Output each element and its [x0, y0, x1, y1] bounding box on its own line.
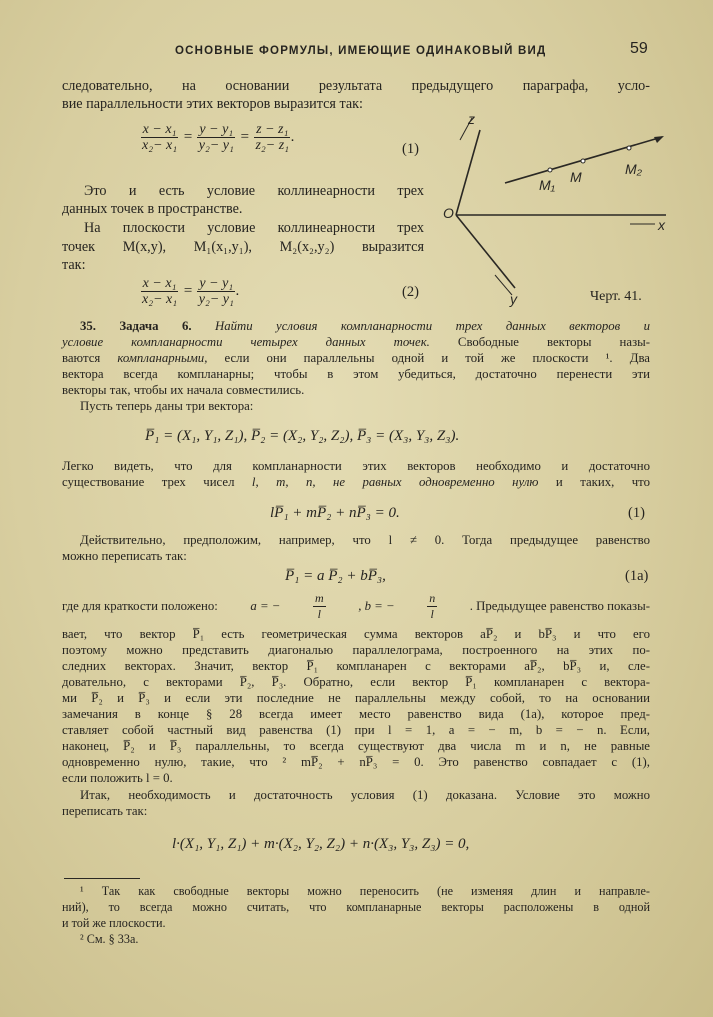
text: ваются	[62, 351, 101, 365]
problem-statement: Найти условия компланарности трех данных векторов и	[214, 319, 651, 333]
text-line: ставляет собой частный вид равенства (1) при l = 1, a = − m, b = − n. Если,	[62, 723, 650, 737]
term: компланарными,	[117, 351, 208, 365]
equation-number: (2)	[402, 284, 419, 300]
point-m2	[627, 146, 631, 150]
numerator: m	[314, 590, 324, 605]
text-line	[62, 351, 650, 365]
denominator: y₂− y₁	[198, 138, 234, 153]
equation-2	[140, 276, 240, 307]
text-line: данных точек в пространстве.	[62, 201, 243, 217]
text-line: довательно, с векторами P̅₂, P̅₃. Обратно, если вектор P̅₁ компланарен с вектора-	[62, 675, 650, 689]
text-line: одновременно нулю, такие, что ² mP̅₂ + nP̅₃ = 0. Это равенство совпадает с (1),	[62, 755, 650, 769]
equation-number: (1a)	[625, 568, 649, 584]
point-m1	[548, 168, 552, 172]
label-origin: O	[443, 205, 454, 221]
text: и таких, что	[555, 475, 650, 489]
equation-final: l·(X₁, Y₁, Z₁) + m·(X₂, Y₂, Z₂) + n·(X₃, Y₃, Z₃) = 0,	[172, 836, 470, 852]
text-line: следовательно, на основании результата предыдущего параграфа, усло-	[62, 78, 650, 94]
text-line: ми P̅₂ и P̅₃ и если эти последние не параллельны между собой, то на основании	[62, 691, 650, 705]
denominator: l	[317, 606, 321, 621]
equation-1	[140, 122, 295, 153]
equation-1a: P̅₁ = a P̅₂ + bP̅₃,	[285, 568, 386, 584]
equation-vectors: P̅₁ = (X₁, Y₁, Z₁), P̅₂ = (X₂, Y₂, Z₂), P̅₃ = (X₃, Y₃, Z₃).	[145, 428, 460, 444]
denominator: x₂− x₁	[142, 138, 178, 153]
period: .	[291, 128, 295, 145]
numerator: z − z₁	[256, 122, 289, 137]
denominator: x₂− x₁	[142, 292, 178, 307]
text-line: замечания в конце § 28 всегда имеет место равенство вида (1a), которое пред-	[62, 707, 650, 721]
text-line: вектора всегда компланарны; чтобы в этом убедиться, достаточно перенести эти	[62, 367, 650, 381]
y-axis	[456, 215, 515, 288]
equation-main: lP̅₁ + mP̅₂ + nP̅₃ = 0.	[270, 505, 400, 521]
text-line: если положить l = 0.	[62, 771, 173, 785]
text-line	[62, 590, 650, 622]
numerator: y − y₁	[199, 276, 234, 291]
label-x: x	[658, 217, 665, 233]
text: . Предыдущее равенство показы-	[469, 598, 650, 613]
footnote-line: и той же плоскости.	[62, 916, 166, 930]
figure-41	[430, 110, 670, 315]
numerator: n	[429, 590, 436, 605]
text-line: вает, что вектор P̅₁ есть геометрическая сумма векторов aP̅₂ и bP̅₃ и что его	[62, 627, 650, 641]
equation-number: (1)	[628, 505, 645, 521]
text: где для краткости положено:	[62, 598, 218, 613]
text: существование трех чисел	[62, 475, 235, 489]
numerator: x − x₁	[142, 276, 177, 291]
math: a = −	[250, 598, 281, 613]
denominator: y₂− y₁	[198, 292, 234, 307]
text-line: Легко видеть, что для компланарности этих векторов необходимо и достаточно	[62, 459, 650, 473]
text-line: следних векторах. Значит, вектор P̅₁ компланарен с векторами aP̅₂, bP̅₃ и, сле-	[62, 659, 650, 673]
equals: =	[182, 282, 193, 299]
figure-caption: Черт. 41.	[590, 289, 642, 304]
equals: =	[239, 128, 250, 145]
problem-statement: условие компланарности четырех данных точек.	[62, 335, 430, 349]
z-axis	[456, 130, 480, 215]
label-m2: M₂	[625, 161, 643, 177]
numerator: y − y₁	[199, 122, 234, 137]
emphasis: l, m, n, не равных одновременно нулю	[251, 475, 539, 489]
text-line	[80, 319, 650, 333]
text-line: так:	[62, 257, 86, 273]
denominator: z₂− z₁	[255, 138, 290, 153]
math: , b = −	[358, 598, 395, 613]
text-line: Итак, необходимость и достаточность условия (1) доказана. Условие это можно	[80, 788, 650, 802]
label-y: y	[510, 291, 517, 307]
label-m: M	[570, 169, 582, 185]
equation-number: (1)	[402, 141, 419, 157]
running-title: ОСНОВНЫЕ ФОРМУЛЫ, ИМЕЮЩИЕ ОДИНАКОВЫЙ ВИД	[175, 45, 547, 57]
text: если они параллельны одной и той же плоскости ¹. Два	[224, 351, 650, 365]
text: Свободные векторы назы-	[457, 335, 650, 349]
label-m1: M₁	[539, 177, 556, 193]
text-line: На плоскости условие коллинеарности трех	[84, 220, 424, 236]
text-line	[62, 335, 650, 349]
page-number: 59	[630, 40, 648, 57]
footnote-divider	[64, 878, 140, 879]
point-m	[581, 159, 585, 163]
period: .	[235, 282, 240, 299]
text-line: Действительно, предположим, например, что l ≠ 0. Тогда предыдущее равенство	[80, 533, 650, 547]
text-line: переписать так:	[62, 804, 148, 818]
text-line	[62, 475, 650, 489]
footnote-line: ² См. § 33a.	[80, 932, 139, 946]
label-z: z	[468, 111, 475, 127]
text-line: можно переписать так:	[62, 549, 187, 563]
footnote-line: ¹ Так как свободные векторы можно переносить (не изменяя длин и направле-	[80, 884, 650, 898]
text-line: точек M(x,y), M₁(x₁,y₁), M₂(x₂,y₂) выразится	[62, 239, 424, 255]
text-line: поэтому можно представить диагональю параллелограма, построенного на этих по-	[62, 643, 650, 657]
denominator: l	[430, 606, 434, 621]
text-line: Это и есть условие коллинеарности трех	[84, 183, 424, 199]
equals: =	[182, 128, 193, 145]
text-line: наконец, P̅₂ и P̅₃ параллельны, то всегда существуют два числа m и n, не равные	[62, 739, 650, 753]
text-line: Пусть теперь даны три вектора:	[80, 399, 254, 413]
numerator: x − x₁	[142, 122, 177, 137]
footnote-line: ний), то всегда можно считать, что компланарные векторы расположены в одной	[62, 900, 650, 914]
text-line: вие параллельности этих векторов выразится так:	[62, 96, 363, 112]
text-line: векторы так, чтобы их начала совместились.	[62, 383, 305, 397]
section-heading: 35. Задача 6.	[80, 319, 192, 333]
axes-diagram	[430, 110, 670, 315]
